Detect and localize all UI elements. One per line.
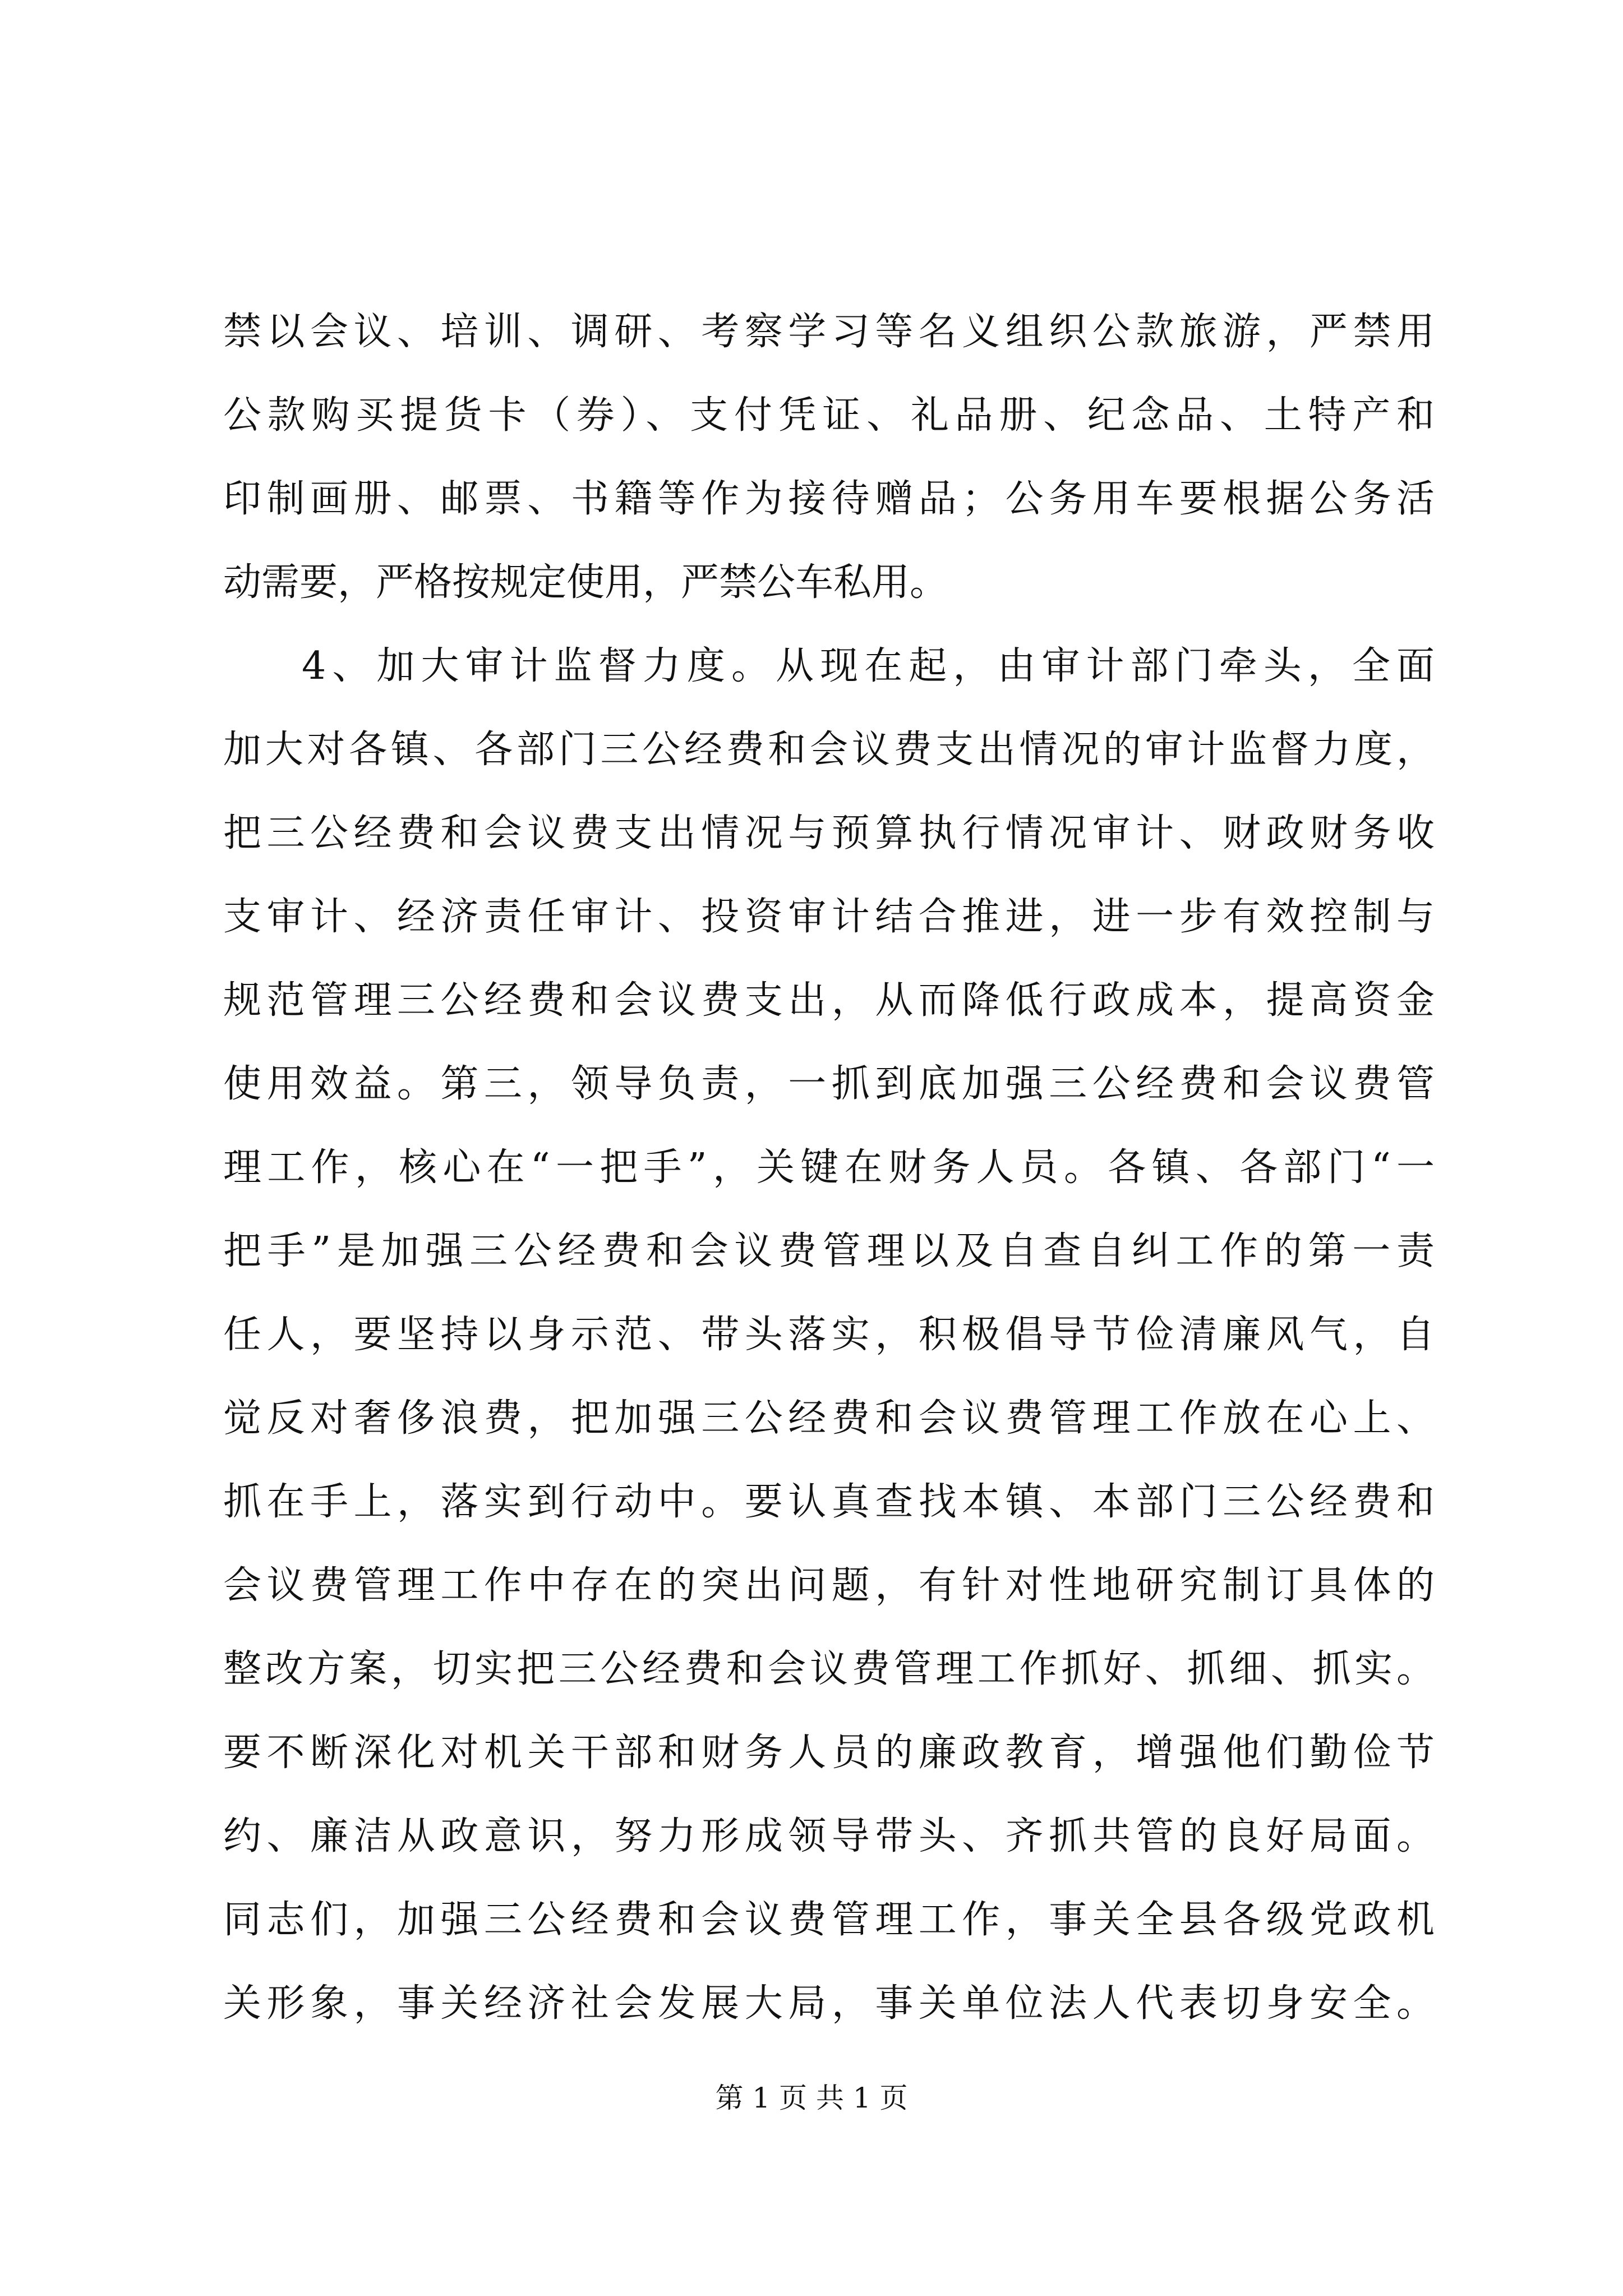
text-line: 公款购买提货卡（券）、支付凭证、礼品册、纪念品、土特产和 <box>223 393 1435 438</box>
text-line: 同志们，加强三公经费和会议费管理工作，事关全县各级党政机 <box>223 1898 1435 1942</box>
text-line: 4、加大审计监督力度。从现在起，由审计部门牵头，全面 <box>302 644 1435 688</box>
text-line: 任人，要坚持以身示范、带头落实，积极倡导节俭清廉风气，自 <box>223 1313 1435 1357</box>
text-line: 加大对各镇、各部门三公经费和会议费支出情况的审计监督力度， <box>223 728 1435 772</box>
text-line: 把手”是加强三公经费和会议费管理以及自查自纠工作的第一责 <box>223 1229 1435 1273</box>
document-body <box>223 290 1435 2045</box>
text-line: 整改方案，切实把三公经费和会议费管理工作抓好、抓细、抓实。 <box>223 1647 1435 1691</box>
text-line: 抓在手上，落实到行动中。要认真查找本镇、本部门三公经费和 <box>223 1480 1435 1524</box>
text-line: 约、廉洁从政意识，努力形成领导带头、齐抓共管的良好局面。 <box>223 1814 1435 1858</box>
text-line: 理工作，核心在“一把手”，关键在财务人员。各镇、各部门“一 <box>223 1145 1435 1190</box>
text-line: 禁以会议、培训、调研、考察学习等名义组织公款旅游，严禁用 <box>223 310 1435 354</box>
text-line: 印制画册、邮票、书籍等作为接待赠品；公务用车要根据公务活 <box>223 477 1435 521</box>
text-line: 使用效益。第三，领导负责，一抓到底加强三公经费和会议费管 <box>223 1062 1435 1106</box>
page-number-footer: 第 1 页 共 1 页 <box>715 2082 908 2114</box>
text-line: 支审计、经济责任审计、投资审计结合推进，进一步有效控制与 <box>223 895 1435 939</box>
text-line: 要不断深化对机关干部和财务人员的廉政教育，增强他们勤俭节 <box>223 1731 1435 1775</box>
text-line: 觉反对奢侈浪费，把加强三公经费和会议费管理工作放在心上、 <box>223 1396 1435 1441</box>
text-line: 把三公经费和会议费支出情况与预算执行情况审计、财政财务收 <box>223 811 1435 855</box>
text-line: 规范管理三公经费和会议费支出，从而降低行政成本，提高资金 <box>223 978 1435 1023</box>
text-line: 会议费管理工作中存在的突出问题，有针对性地研究制订具体的 <box>223 1563 1435 1608</box>
text-line: 动需要，严格按规定使用，严禁公车私用。 <box>223 560 948 605</box>
text-line: 关形象，事关经济社会发展大局，事关单位法人代表切身安全。 <box>223 1981 1435 2026</box>
